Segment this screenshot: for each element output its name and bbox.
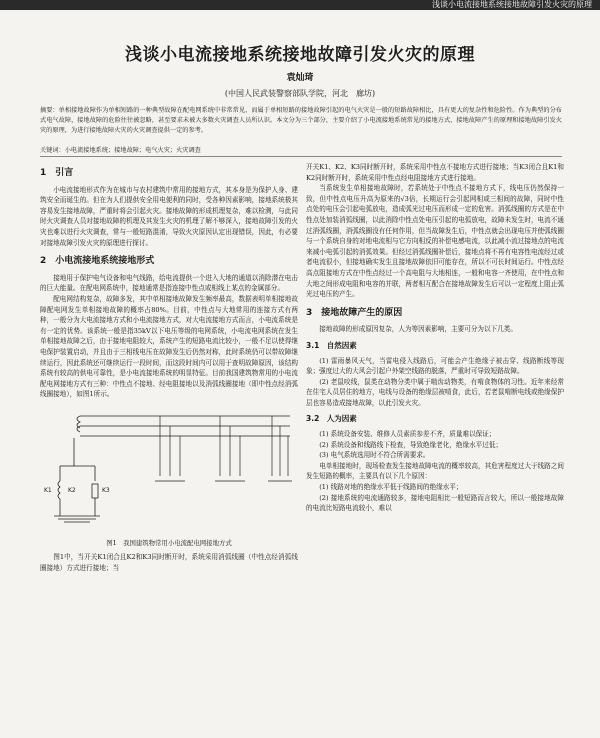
keywords: 关键词：小电流接地系统；接地故障；电气火灾；火灾调查 [40, 147, 201, 154]
section-3-2-item-4: (1) 线路对地的绝缘水平低于线路间的绝缘水平； [319, 483, 463, 492]
label-k2: K2 [68, 486, 76, 494]
paper-title: 浅谈小电流接地系统接地故障引发火灾的原理 [125, 45, 475, 65]
section-3-2-item-3: (3) 电气系统选用时不符合所需要求。 [319, 451, 430, 460]
author: 袁灿琦 [286, 73, 314, 83]
section-3-2-heading: 3.2 人为因素 [306, 414, 357, 424]
section-3-1-item-2: (2) 老鼠咬线，鼠类在动物分类中属于啮齿动物类，有啃食物体的习性。近年来经常在住宅人员居住的地方，电线与设备的绝缘层被啃食，此后，若老鼠啃断电线或绝缘保护层也容易造成接地故障，以此引发火灾。 [306, 377, 564, 407]
figure-1-caption: 图1 我国建筑物常用小电流配电网接地方式 [106, 538, 232, 547]
running-title: 浅谈小电流接地系统接地故障引发火灾的原理 [432, 0, 592, 9]
section-3-2-item-1: (1) 系统设备安装、维修人员素质参差不齐，质量难以保证； [319, 430, 496, 439]
figure-1 [40, 406, 298, 536]
circuit-diagram [40, 406, 298, 536]
section-1-text: 小电流接地形式作为在城市与农村建筑中常用的接地方式，其本身是为保护人身、建筑安全而诞生的。但在为人们提供安全用电便利的同时，受各种因素影响，接地系统极其容易发生接地故障，严重时将会引起火灾。接地故障的形成机理复杂，难以检测，与此同时火灾调查人员对接地故障的机理及其发生火灾的机理了解不够深入，接地故障引发的火灾也难以进行火灾调查，常与一般短路混淆，导致火灾原因认定出现错误，因此，有必要对接地故障引发火灾的原理进行探讨。 [40, 185, 298, 247]
section-2-paragraph-1: 接地用于保护电气设备和电气线路，给电流提供一个进入大地的通道以消除潜在电击的巨大能量。在配电网系统中，接地通常是指连接中性点或相线上某点的金属部分。 [40, 273, 298, 293]
section-2-paragraph-2: 配电网结构复杂，故障多发，其中单相接地故障发生频率最高，数据表明单相接地故障配电网发生单相接地故障的概率占80%。目前，中性点与大地常用的连接方式有两种，一般分为大电流接地方式和小电流接地方式，对大电流接地方式而言，小电流系统是有一定的优势。该系统一般是指35kV以下电压等级的电网系统，小电流电网系统在发生单相接地故障之后，由于接地电阻较大，系统产生的短路电流比较小，一般不足以使得继电保护装置启动，并且由于三相线电压在故障发生后仍然对称，此时系统仍可以带故障继续运行，因此系统还可继续运行一段时间，而这段时间内可以用于查明故障原因，该结构系统有较高的供电可靠性，是小电流接地系统的明显特征。目前我国建筑物常用的小电流配电网接地方式有三种：中性点不接地、经电阻接地以及消弧线圈接地（即中性点经消弧线圈接地），如图1所示。 [40, 294, 298, 399]
right-column [306, 162, 564, 514]
right-paragraph-1: 开关K1、K2、K3同时断开时，系统采用中性点不接地方式进行接地；当K3闭合且K1和K2同时断开时，系统采用中性点经电阻接地方式进行接地。 [306, 163, 564, 182]
left-column [40, 160, 298, 574]
right-paragraph-2: 当系统发生单相接地故障时，若系统处于中性点不接地方式下，线电压仍然保持一致，但中性点电压升高为原来的√3倍，长期运行会引起网相或三相间的故障，同时中性点处的电压会引起电弧放电，造成弧光过电压而形成一定的危害。消弧线圈的方式是在中性点处加装消弧线圈，以此消除中性点处电压引起的电弧放电，故障未发生时，电流不通过消弧线圈，消弧线圈没有任何作用，但当故障发生后，中性点就会出现电压并使弧线圈与一个系统自身的对地电流相与它方向相反的补偿电感电流，以此减小流过接地点的电流来减小电弧引起的消弧效果。但经过消弧线圈补偿后，接地点将不再有电容性电流经过或者电流很小，但接地确实发生且接地故障依旧可能存在，所以不可长时间运行。中性点经高点阻接地方式在中性点经过一个高电阻与大地相连，一般和电容一齐使用，在中性点和大地之间形成电阻和电容的并联，两者相互配合在接地故障发生后可以一定程度上阻止弧光过电压的产生。 [306, 184, 564, 299]
section-2-paragraph-3: 图1中，当开关K1闭合且K2和K3同时断开时，系统采用消弧线圈（中性点经消弧线圈接地）方式进行接地；当 [40, 553, 298, 573]
section-3-text: 接地故障的形成原因复杂，人为等因素影响，主要可分为以下几类。 [319, 325, 517, 334]
section-3-heading: 3 接地故障产生的原因 [306, 307, 403, 318]
section-3-2-item-5: (2) 接地系统的电流通路较多，接地电阻相比一般短路而言较大，所以一般接地故障的电流比短路电流较小，难以 [306, 493, 564, 513]
label-k3: K3 [102, 486, 110, 494]
affiliation: (中国人民武装警察部队学院，河北 廊坊) [224, 89, 376, 98]
running-header-bar [0, 0, 600, 10]
abstract: 摘要：单相接地故障作为单相短路的一种典型故障在配电网系统中非常常见，而属于单相短路的接地故障引起的电气火灾是一般的短路故障相比，具有更大的复杂性和危险性。作为典型的分布式电气故障，接地故障的危险往往被忽略，甚至要求未被大多数火灾调查人员所认识。本文分为三个部分，主要介绍了小电流接地系统常见的接地方式、接地故障产生的原理和接地故障引发火灾的原理，为进行接地故障火灾的火灾调查提供一定的参考。 [40, 107, 562, 134]
header-rule [40, 156, 562, 157]
section-2-heading: 2 小电流接地系统接地形式 [40, 256, 155, 267]
section-3-2-text: 电单相接地时，现场检查发生接地故障电流的概率较高，其危害程度过大于线路之间发生短路的概率，主要具有以下几个原因： [306, 461, 564, 481]
section-3-2-item-2: (2) 系统设备和线路线下检查，导致绝缘老化，绝缘水平过低； [319, 440, 503, 449]
section-3-1-heading: 3.1 自然因素 [306, 340, 357, 350]
label-k1: K1 [44, 486, 52, 494]
section-1-heading: 1 引言 [40, 168, 74, 178]
section-3-1-item-1: (1) 雷雨暴风天气，当雷电侵入线路后，可能会产生绝缘子被击穿、线路断线等现象；强度过大的大风会引起户外架空线路的脱落，严重时可导致短路故障。 [306, 356, 564, 376]
